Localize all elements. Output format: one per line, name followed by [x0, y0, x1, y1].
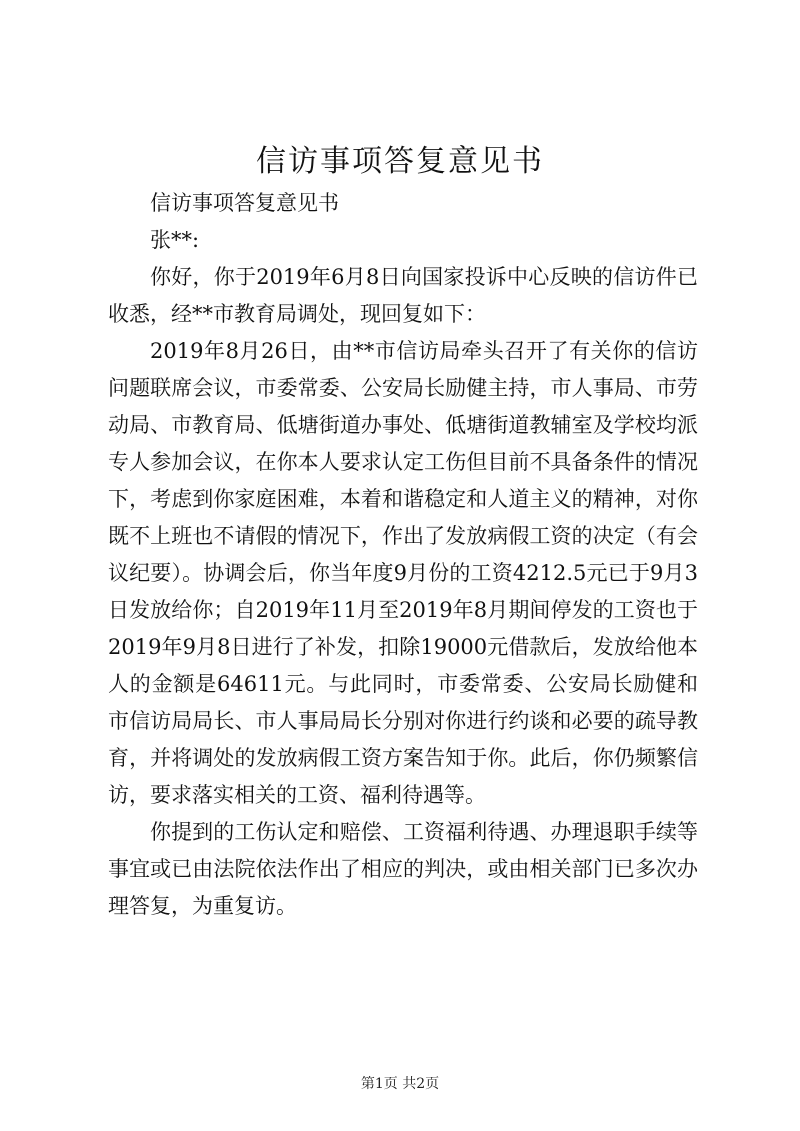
document-subtitle: 信访事项答复意见书 [150, 191, 339, 215]
paragraph-meeting-details: 2019年8月26日，由**市信访局牵头召开了有关你的信访问题联席会议，市委常委、公安局长励健主持，市人事局、市劳动局、市教育局、低塘街道办事处、低塘街道教辅室及学校均派专人参加会议，在你本人要求认定工伤但目前不具备条件的情况下，考虑到你家庭困难，本着和谐稳定和人道主义的精神，对你既不上班也不请假的情况下，作出了发放病假工资的决定（有会议纪要）。协调会后，你当年度9月份的工资4212.5元已于9月3日发放给你；自2019年11月至2019年8月期间停发的工资也于2019年9月8日进行了补发，扣除19000元借款后，发放给他本人的金额是64611元。与此同时，市委常委、公安局长励健和市信访局局长、市人事局局长分别对你进行约谈和必要的疏导教育，并将调处的发放病假工资方案告知于你。此后，你仍频繁信访，要求落实相关的工资、福利待遇等。 [108, 339, 698, 807]
paragraph-conclusion: 你提到的工伤认定和赔偿、工资福利待遇、办理退职手续等事宜或已由法院依法作出了相应的判决，或由相关部门已多次办理答复，为重复访。 [108, 820, 698, 918]
page-footer: 第1页 共2页 [360, 1076, 440, 1092]
salutation: 张**: [150, 228, 200, 252]
paragraph-greeting: 你好，你于2019年6月8日向国家投诉中心反映的信访件已收悉，经**市教育局调处，现回复如下： [108, 265, 698, 326]
document-title: 信访事项答复意见书 [256, 144, 544, 179]
document-body [108, 185, 698, 925]
